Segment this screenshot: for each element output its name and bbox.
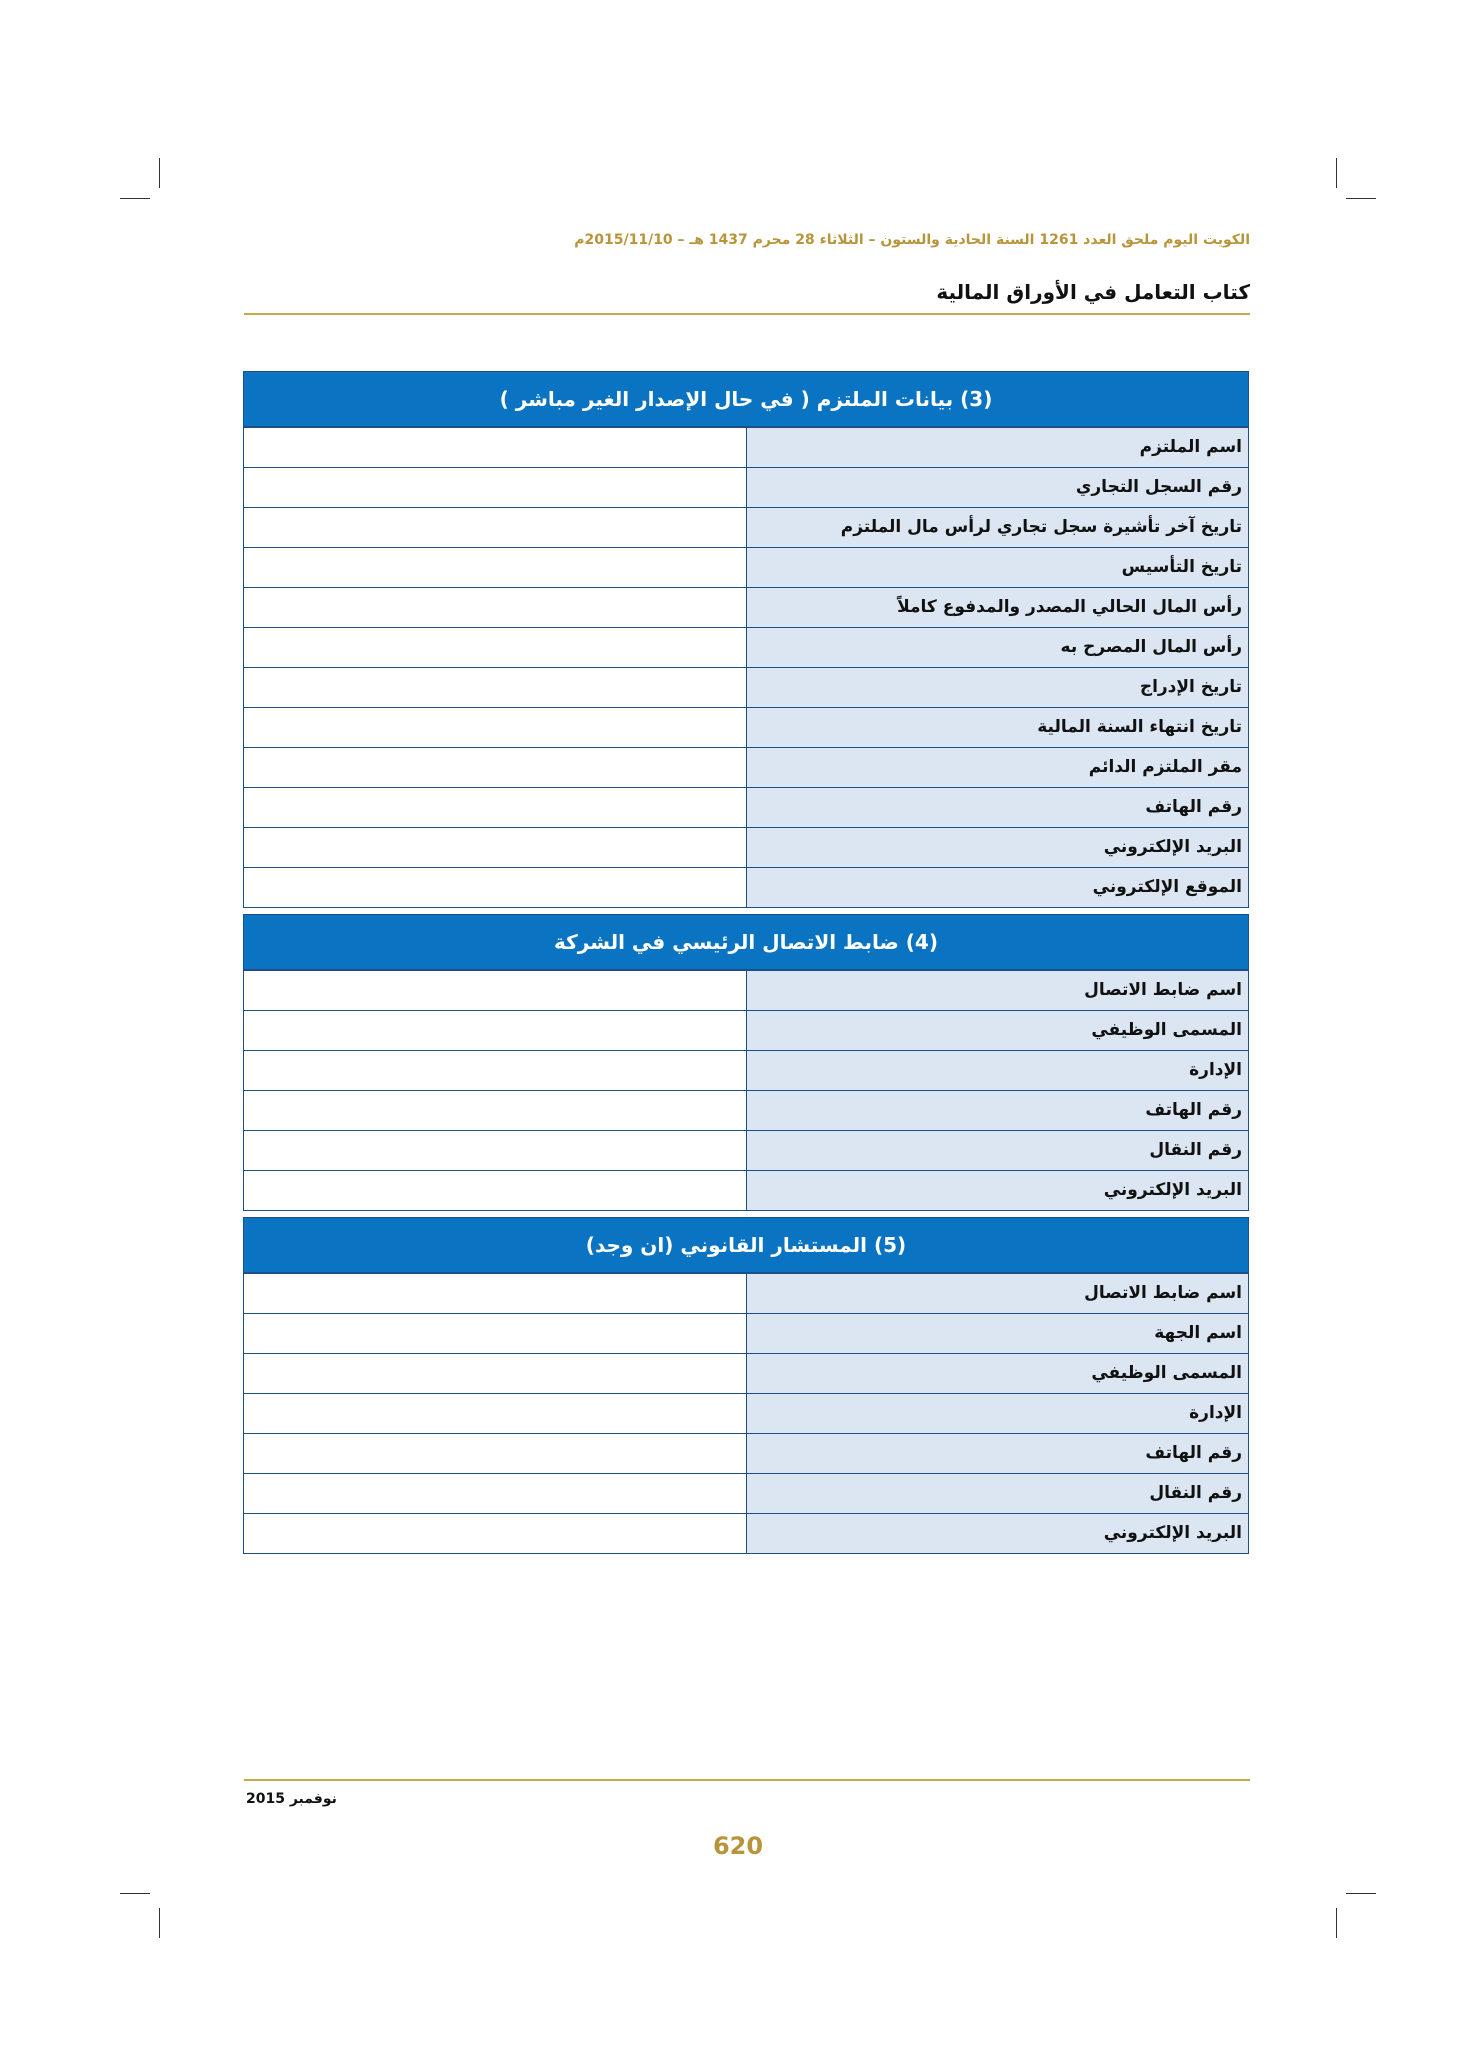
field-value[interactable]: [244, 428, 746, 467]
section-title: (4) ضابط الاتصال الرئيسي في الشركة: [244, 915, 1248, 970]
form-row: [244, 1313, 1248, 1353]
field-value[interactable]: [244, 1474, 746, 1513]
field-value[interactable]: [244, 828, 746, 867]
field-value[interactable]: [244, 1011, 746, 1050]
field-label: تاريخ الإدراج: [746, 668, 1248, 707]
field-value[interactable]: [244, 668, 746, 707]
crop-mark: [1346, 1893, 1376, 1894]
form-row: [244, 467, 1248, 507]
field-value[interactable]: [244, 1514, 746, 1553]
field-label: الموقع الإلكتروني: [746, 868, 1248, 907]
field-value[interactable]: [244, 468, 746, 507]
form-row: [244, 1090, 1248, 1130]
form-row: [244, 1513, 1248, 1553]
field-value[interactable]: [244, 1314, 746, 1353]
field-value[interactable]: [244, 1354, 746, 1393]
field-value[interactable]: [244, 628, 746, 667]
crop-mark: [159, 158, 160, 188]
field-label: رقم السجل التجاري: [746, 468, 1248, 507]
book-title: كتاب التعامل في الأوراق المالية: [936, 280, 1250, 304]
form-row: [244, 427, 1248, 467]
field-label: البريد الإلكتروني: [746, 828, 1248, 867]
form-row: [244, 627, 1248, 667]
field-label: اسم ضابط الاتصال: [746, 1274, 1248, 1313]
field-value[interactable]: [244, 1434, 746, 1473]
form-row: [244, 587, 1248, 627]
crop-mark: [1336, 158, 1337, 188]
form-row: [244, 1170, 1248, 1210]
form-row: [244, 1130, 1248, 1170]
field-label: رقم الهاتف: [746, 788, 1248, 827]
field-value[interactable]: [244, 1274, 746, 1313]
form-row: [244, 970, 1248, 1010]
form-row: [244, 507, 1248, 547]
form-row: [244, 827, 1248, 867]
form-row: [244, 1473, 1248, 1513]
field-value[interactable]: [244, 1171, 746, 1210]
footer-rule: [244, 1779, 1250, 1781]
form-row: [244, 1273, 1248, 1313]
crop-mark: [1346, 198, 1376, 199]
crop-mark: [120, 1893, 150, 1894]
form-row: [244, 707, 1248, 747]
field-value[interactable]: [244, 868, 746, 907]
form-row: [244, 747, 1248, 787]
field-value[interactable]: [244, 971, 746, 1010]
field-label: رقم الهاتف: [746, 1434, 1248, 1473]
crop-mark: [159, 1908, 160, 1938]
field-value[interactable]: [244, 1051, 746, 1090]
form-row: [244, 1050, 1248, 1090]
form-row: [244, 787, 1248, 827]
field-label: المسمى الوظيفي: [746, 1011, 1248, 1050]
field-label: المسمى الوظيفي: [746, 1354, 1248, 1393]
gazette-header: الكويت اليوم ملحق العدد 1261 السنة الحادية والستون – الثلاثاء 28 محرم 1437 هـ – 2015/11/10م: [574, 232, 1250, 248]
form-row: [244, 1010, 1248, 1050]
crop-mark: [120, 198, 150, 199]
field-label: اسم الملتزم: [746, 428, 1248, 467]
field-label: تاريخ انتهاء السنة المالية: [746, 708, 1248, 747]
field-label: اسم الجهة: [746, 1314, 1248, 1353]
field-label: اسم ضابط الاتصال: [746, 971, 1248, 1010]
footer-date: نوفمبر 2015: [246, 1791, 337, 1807]
field-value[interactable]: [244, 508, 746, 547]
field-label: الإدارة: [746, 1394, 1248, 1433]
header-rule: [244, 313, 1250, 315]
form-row: [244, 1353, 1248, 1393]
section-title: (3) بيانات الملتزم ( في حال الإصدار الغير مباشر ): [244, 372, 1248, 427]
form-row: [244, 1393, 1248, 1433]
field-label: رأس المال الحالي المصدر والمدفوع كاملاً: [746, 588, 1248, 627]
form-row: [244, 547, 1248, 587]
field-value[interactable]: [244, 1091, 746, 1130]
field-value[interactable]: [244, 548, 746, 587]
field-label: البريد الإلكتروني: [746, 1514, 1248, 1553]
form-row: [244, 1433, 1248, 1473]
field-label: تاريخ التأسيس: [746, 548, 1248, 587]
section-title: (5) المستشار القانوني (ان وجد): [244, 1218, 1248, 1273]
field-label: الإدارة: [746, 1051, 1248, 1090]
field-label: رقم النقال: [746, 1474, 1248, 1513]
form-section: [243, 914, 1249, 1211]
field-value[interactable]: [244, 788, 746, 827]
field-value[interactable]: [244, 748, 746, 787]
field-label: رقم الهاتف: [746, 1091, 1248, 1130]
field-value[interactable]: [244, 708, 746, 747]
field-label: رأس المال المصرح به: [746, 628, 1248, 667]
crop-mark: [1336, 1908, 1337, 1938]
field-label: رقم النقال: [746, 1131, 1248, 1170]
page-number: 620: [712, 1832, 764, 1860]
field-label: البريد الإلكتروني: [746, 1171, 1248, 1210]
form-row: [244, 867, 1248, 907]
form-section: [243, 1217, 1249, 1554]
field-value[interactable]: [244, 588, 746, 627]
field-label: تاريخ آخر تأشيرة سجل تجاري لرأس مال الملتزم: [746, 508, 1248, 547]
field-label: مقر الملتزم الدائم: [746, 748, 1248, 787]
field-value[interactable]: [244, 1131, 746, 1170]
form-tables: [243, 371, 1249, 1560]
form-section: [243, 371, 1249, 908]
form-row: [244, 667, 1248, 707]
field-value[interactable]: [244, 1394, 746, 1433]
